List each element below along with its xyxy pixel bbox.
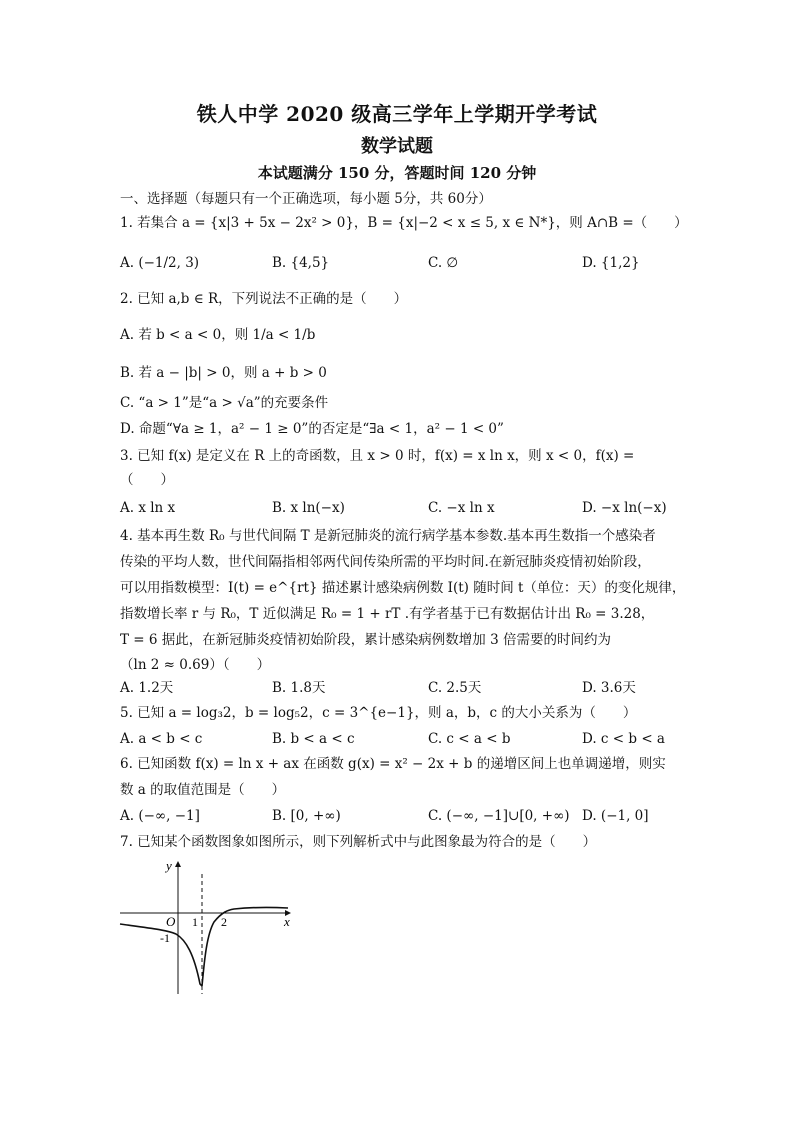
question-4-option-d: D. 3.6天 xyxy=(582,680,636,696)
question-5-option-d: D. c < b < a xyxy=(582,731,665,747)
question-3-option-c: C. −x ln x xyxy=(428,500,495,516)
question-4-option-a: A. 1.2天 xyxy=(120,680,174,696)
question-2-option-b: B. 若 a − |b| > 0，则 a + b > 0 xyxy=(120,365,327,381)
question-2-option-c: C. “a > 1”是“a > √a”的充要条件 xyxy=(120,395,329,411)
question-1-stem: 1. 若集合 a = {x|3 + 5x − 2x² > 0}，B = {x|−2 < x ≤ 5, x ∈ N*}，则 A∩B =（ ） xyxy=(120,215,688,231)
question-4-line-1: 4. 基本再生数 R₀ 与世代间隔 T 是新冠肺炎的流行病学基本参数.基本再生数指一个感染者 xyxy=(120,528,656,544)
question-3-option-d: D. −x ln(−x) xyxy=(582,500,667,516)
question-4-line-4: 指数增长率 r 与 R₀，T 近似满足 R₀ = 1 + rT .有学者基于已有数据估计出 R₀ = 3.28， xyxy=(120,606,655,622)
question-3-option-a: A. x ln x xyxy=(120,500,176,516)
question-4-option-c: C. 2.5天 xyxy=(428,680,482,696)
question-4-line-6: （ln 2 ≈ 0.69）（ ） xyxy=(120,657,271,673)
tick-label-1: 1 xyxy=(192,915,198,929)
tick-label-neg1: -1 xyxy=(160,931,170,945)
question-6-option-d: D. (−1, 0] xyxy=(582,808,649,824)
x-axis-label: x xyxy=(284,914,290,929)
question-6-option-c: C. (−∞, −1]∪[0, +∞) xyxy=(428,808,570,824)
question-6-option-a: A. (−∞, −1] xyxy=(120,808,200,824)
question-1-option-c: C. ∅ xyxy=(428,255,459,271)
question-5-stem: 5. 已知 a = log₃2，b = log₅2，c = 3^{e−1}，则 a，b，c 的大小关系为（ ） xyxy=(120,705,637,721)
question-4-line-2: 传染的平均人数，世代间隔指相邻两代间传染所需的平均时间.在新冠肺炎疫情初始阶段， xyxy=(120,554,651,570)
question-6-option-b: B. [0, +∞) xyxy=(272,808,341,824)
question-6-line-2: 数 a 的取值范围是（ ） xyxy=(120,782,286,798)
origin-label: O xyxy=(166,914,176,929)
question-4-line-5: T = 6 据此，在新冠肺炎疫情初始阶段，累计感染病例数增加 3 倍需要的时间约为 xyxy=(120,632,611,648)
question-5-option-b: B. b < a < c xyxy=(272,731,355,747)
question-3-paren: （ ） xyxy=(120,472,174,488)
exam-info: 本试题满分 150 分，答题时间 120 分钟 xyxy=(257,164,537,182)
curve-right-branch xyxy=(202,907,288,986)
question-5-option-c: C. c < a < b xyxy=(428,731,511,747)
question-2-option-a: A. 若 b < a < 0，则 1/a < 1/b xyxy=(120,327,316,343)
tick-label-2: 2 xyxy=(221,915,227,929)
question-4-option-b: B. 1.8天 xyxy=(272,680,326,696)
question-3-option-b: B. x ln(−x) xyxy=(272,500,345,516)
question-2-stem: 2. 已知 a,b ∈ R，下列说法不正确的是（ ） xyxy=(120,291,408,307)
question-2-option-d: D. 命题“∀a ≥ 1，a² − 1 ≥ 0”的否定是“∃a < 1，a² − 1 < 0” xyxy=(120,421,504,437)
subject-title: 数学试题 xyxy=(361,136,433,157)
question-4-line-3: 可以用指数模型：I(t) = e^{rt} 描述累计感染病例数 I(t) 随时间 t（单位：天）的变化规律， xyxy=(120,580,686,596)
question-3-stem: 3. 已知 f(x) 是定义在 R 上的奇函数，且 x > 0 时，f(x) = x ln x，则 x < 0，f(x) = xyxy=(120,448,635,464)
question-5-option-a: A. a < b < c xyxy=(120,731,203,747)
question-1-option-a: A. (−1/2, 3) xyxy=(120,255,200,271)
y-axis-label: y xyxy=(166,858,172,873)
exam-title: 铁人中学 2020 级高三学年上学期开学考试 xyxy=(196,102,598,126)
question-6-line-1: 6. 已知函数 f(x) = ln x + ax 在函数 g(x) = x² − 2x + b 的递增区间上也单调递增，则实 xyxy=(120,756,666,772)
question-1-option-d: D. {1,2} xyxy=(582,255,640,271)
function-graph xyxy=(118,856,298,996)
question-1-option-b: B. {4,5} xyxy=(272,255,330,271)
section-heading: 一、选择题（每题只有一个正确选项，每小题 5分，共 60分） xyxy=(120,191,492,207)
question-7-stem: 7. 已知某个函数图象如图所示，则下列解析式中与此图象最为符合的是（ ） xyxy=(120,834,597,850)
